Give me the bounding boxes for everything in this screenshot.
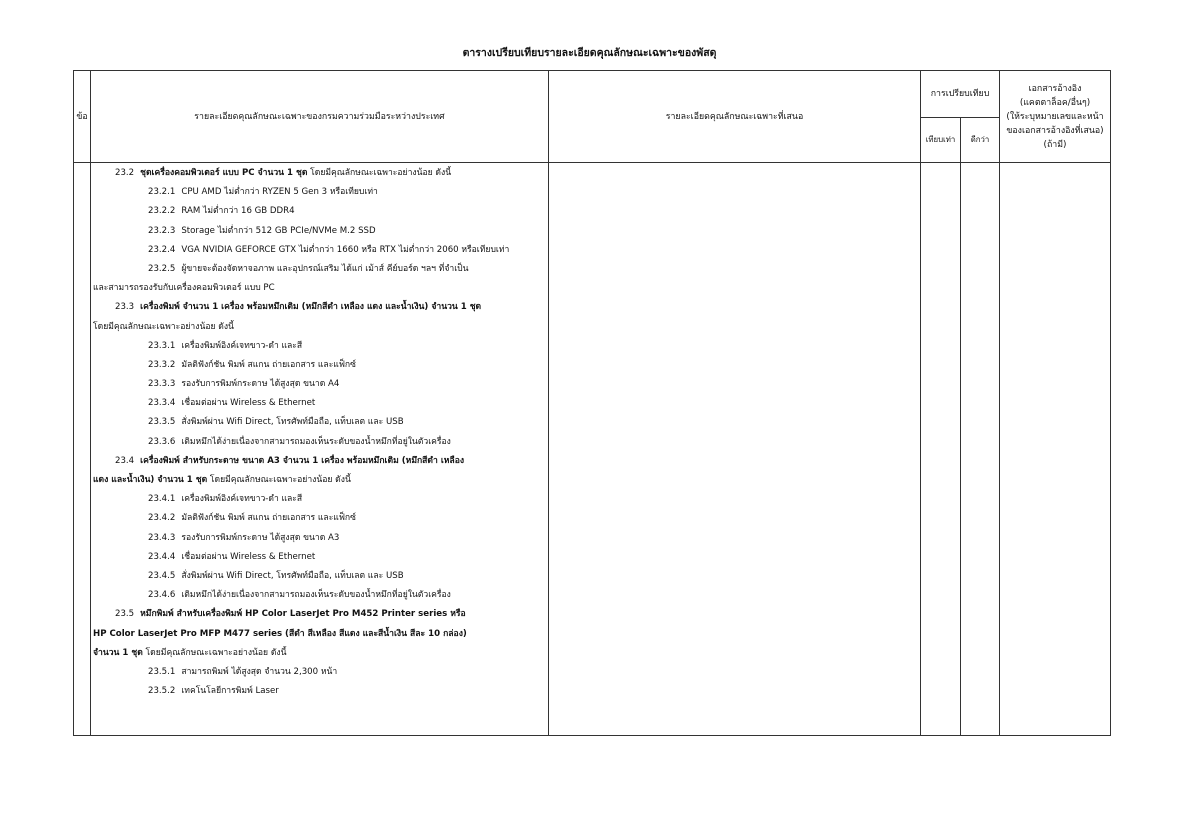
spec-line — [91, 337, 548, 356]
document-title: ตารางเปรียบเทียบรายละเอียดคุณลักษณะเฉพาะของพัสดุ — [462, 47, 717, 59]
spec-line-text: รองรับการพิมพ์กระดาษ ได้สูงสุด ขนาด A3 — [181, 532, 340, 543]
spec-line-number: 23.3.3 — [148, 379, 176, 390]
spec-line — [91, 222, 548, 241]
spec-line — [91, 394, 548, 413]
spec-line-text: มัลติฟังก์ชัน พิมพ์ สแกน ถ่ายเอกสาร และแฟ็กซ์ — [181, 513, 356, 524]
spec-line-text: เชื่อมต่อผ่าน Wireless & Ethernet — [181, 551, 316, 562]
spec-line-text: เครื่องพิมพ์อิงค์เจทขาว-ดำ และสี — [181, 494, 303, 505]
spec-line — [91, 490, 548, 509]
spec-line — [91, 567, 548, 586]
spec-line — [91, 471, 548, 490]
spec-line-text: เครื่องพิมพ์ สำหรับกระดาษ ขนาด A3 จำนวน 1 เครื่อง พร้อมหมึกเติม (หมึกสีดำ เหลือง — [140, 455, 465, 466]
spec-line-text: จำนวน 1 ชุด โดยมีคุณลักษณะเฉพาะอย่างน้อย ดังนี้ — [93, 647, 287, 658]
spec-required-cell — [91, 163, 549, 736]
spec-offered-cell — [549, 163, 921, 736]
ref-line-2: (แคตตาล็อค/อื่นๆ) — [1019, 97, 1091, 108]
spec-line-number: 23.3 — [115, 302, 135, 313]
spec-line-text: สามารถพิมพ์ ได้สูงสุด จำนวน 2,300 หน้า — [181, 666, 338, 677]
header-equal: เทียบเท่า — [921, 118, 961, 163]
spec-line-text: และสามารถรองรับกับเครื่องคอมพิวเตอร์ แบบ PC — [93, 283, 275, 294]
reference-cell — [1000, 163, 1111, 736]
spec-line — [91, 529, 548, 548]
spec-line-text: Storage ไม่ต่ำกว่า 512 GB PCIe/NVMe M.2 SSD — [181, 225, 376, 236]
spec-line-text: เติมหมึกได้ง่ายเนื่องจากสามารถมองเห็นระดับของน้ำหมึกที่อยู่ในตัวเครื่อง — [181, 436, 451, 447]
header-spec-required: รายละเอียดคุณลักษณะเฉพาะของกรมความร่วมมือระหว่างประเทศ — [91, 71, 549, 163]
spec-line-text: ชุดเครื่องคอมพิวเตอร์ แบบ PC จำนวน 1 ชุด โดยมีคุณลักษณะเฉพาะอย่างน้อย ดังนี้ — [140, 168, 452, 178]
spec-line — [91, 413, 548, 432]
spec-line — [91, 548, 548, 567]
spec-line-number: 23.2.1 — [148, 187, 176, 198]
header-item-no: ข้อ — [74, 71, 91, 163]
spec-line — [91, 452, 548, 471]
spec-line-text: รองรับการพิมพ์กระดาษ ได้สูงสุด ขนาด A4 — [181, 379, 340, 390]
spec-line — [91, 298, 548, 317]
spec-line — [91, 202, 548, 221]
spec-line-number: 23.4.6 — [148, 590, 176, 601]
spec-line — [91, 625, 548, 644]
spec-line-number: 23.3.2 — [148, 359, 176, 370]
spec-line-text: สั่งพิมพ์ผ่าน Wifi Direct, โทรศัพท์มือถือ, แท็บเลต และ USB — [181, 570, 404, 581]
spec-line-number: 23.2.3 — [148, 225, 176, 236]
spec-line — [91, 260, 548, 279]
spec-line-text: HP Color LaserJet Pro MFP M477 series (สีดำ สีเหลือง สีแดง และสีน้ำเงิน สีละ 10 กล่อง) — [93, 628, 467, 639]
spec-line-text: เครื่องพิมพ์อิงค์เจทขาว-ดำ และสี — [181, 340, 303, 351]
spec-line-text: หมึกพิมพ์ สำหรับเครื่องพิมพ์ HP Color LaserJet Pro M452 Printer series หรือ — [140, 609, 466, 620]
spec-line-number: 23.4.2 — [148, 513, 176, 524]
spec-line-text: ผู้ขายจะต้องจัดหาจอภาพ และอุปกรณ์เสริม ได้แก่ เม้าส์ คีย์บอร์ด ฯลฯ ที่จำเป็น — [181, 263, 469, 274]
spec-line-number: 23.4 — [115, 455, 135, 466]
header-comparison: การเปรียบเทียบ — [921, 71, 1000, 118]
spec-line-text: สั่งพิมพ์ผ่าน Wifi Direct, โทรศัพท์มือถือ, แท็บเลต และ USB — [181, 417, 404, 428]
equal-cell — [921, 163, 961, 736]
spec-line — [91, 318, 548, 337]
spec-line — [91, 605, 548, 624]
spec-line-number: 23.3.5 — [148, 417, 176, 428]
spec-line-number: 23.4.4 — [148, 551, 176, 562]
ref-line-1: เอกสารอ้างอิง — [1028, 83, 1082, 94]
header-better: ดีกว่า — [961, 118, 1000, 163]
spec-line-text: เชื่อมต่อผ่าน Wireless & Ethernet — [181, 398, 316, 409]
spec-line-number: 23.2.2 — [148, 206, 176, 217]
spec-line-text: แดง และน้ำเงิน) จำนวน 1 ชุด โดยมีคุณลักษณะเฉพาะอย่างน้อย ดังนี้ — [93, 475, 351, 485]
spec-line-text: เครื่องพิมพ์ จำนวน 1 เครื่อง พร้อมหมึกเติม (หมึกสีดำ เหลือง แดง และน้ำเงิน) จำนวน 1 ชุด — [140, 302, 482, 313]
spec-line — [91, 356, 548, 375]
ref-line-3: (ให้ระบุหมายเลขและหน้า — [1006, 111, 1104, 122]
spec-line-number: 23.2.4 — [148, 244, 176, 255]
spec-line-text: เทคโนโลยีการพิมพ์ Laser — [181, 686, 279, 697]
spec-line-number: 23.2.5 — [148, 263, 176, 274]
spec-line-text: VGA NVIDIA GEFORCE GTX ไม่ต่ำกว่า 1660 หรือ RTX ไม่ต่ำกว่า 2060 หรือเทียบเท่า — [181, 244, 510, 255]
spec-line-number: 23.4.3 — [148, 532, 176, 543]
better-cell — [961, 163, 1000, 736]
spec-line-number: 23.5.1 — [148, 666, 176, 677]
spec-line — [91, 433, 548, 452]
spec-line-number: 23.4.1 — [148, 494, 176, 505]
spec-lines — [91, 163, 548, 701]
spec-line — [91, 241, 548, 260]
spec-line — [91, 586, 548, 605]
spec-line-number: 23.4.5 — [148, 570, 176, 581]
spec-line-text: CPU AMD ไม่ต่ำกว่า RYZEN 5 Gen 3 หรือเทียบเท่า — [181, 187, 378, 198]
spec-line-text: โดยมีคุณลักษณะเฉพาะอย่างน้อย ดังนี้ — [93, 321, 234, 332]
comparison-table — [73, 70, 1111, 736]
spec-line — [91, 682, 548, 701]
item-no-cell — [74, 163, 91, 736]
ref-line-5: (ถ้ามี) — [1043, 139, 1067, 150]
spec-line — [91, 509, 548, 528]
spec-line — [91, 183, 548, 202]
spec-line — [91, 279, 548, 298]
spec-line-number: 23.3.4 — [148, 398, 176, 409]
spec-line — [91, 663, 548, 682]
header-spec-offered: รายละเอียดคุณลักษณะเฉพาะที่เสนอ — [549, 71, 921, 163]
header-reference-doc — [1000, 71, 1111, 163]
spec-line — [91, 375, 548, 394]
spec-line — [91, 164, 548, 183]
spec-line-text: เติมหมึกได้ง่ายเนื่องจากสามารถมองเห็นระดับของน้ำหมึกที่อยู่ในตัวเครื่อง — [181, 590, 451, 601]
spec-line-number: 23.3.1 — [148, 340, 176, 351]
spec-line-number: 23.3.6 — [148, 436, 176, 447]
spec-line-number: 23.5 — [115, 609, 135, 620]
ref-line-4: ของเอกสารอ้างอิงที่เสนอ) — [1006, 125, 1104, 136]
spec-line-text: RAM ไม่ต่ำกว่า 16 GB DDR4 — [181, 206, 295, 217]
spec-line-number: 23.5.2 — [148, 686, 176, 697]
spec-line-text: มัลติฟังก์ชัน พิมพ์ สแกน ถ่ายเอกสาร และแฟ็กซ์ — [181, 359, 356, 370]
spec-line — [91, 644, 548, 663]
spec-line-number: 23.2 — [115, 168, 135, 178]
